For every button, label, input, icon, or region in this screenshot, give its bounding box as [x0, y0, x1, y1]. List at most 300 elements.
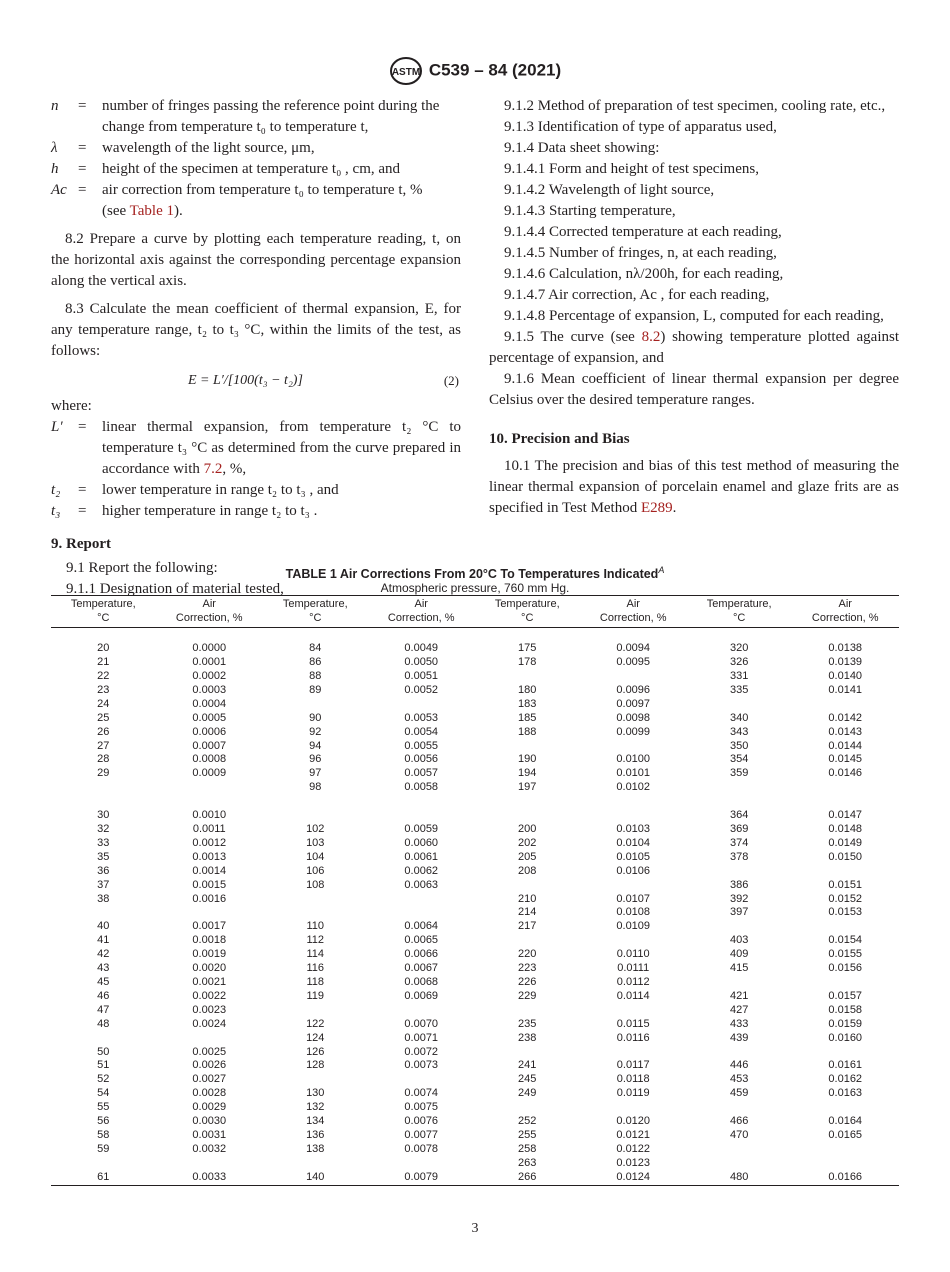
table-cell: 47 [97, 1003, 110, 1016]
table-cell: 56 [97, 1115, 110, 1128]
table-cell: 0.0022 [192, 989, 227, 1002]
table-cell: 0.0120 [616, 1115, 651, 1128]
ref-e289-link[interactable]: E289 [640, 500, 673, 516]
table-cell: 25 [97, 711, 110, 724]
table-cell: 0.0049 [404, 642, 439, 655]
table-cell: 36 [97, 864, 110, 877]
definition-item [51, 159, 461, 180]
table-cell: 61 [97, 1170, 110, 1183]
ref-7-2-link[interactable]: 7.2 [203, 461, 223, 477]
table-cell: 0.0009 [192, 767, 227, 780]
table-cell: 397 [730, 906, 749, 919]
table-cell: 0.0150 [828, 850, 863, 863]
table-cell: 0.0010 [192, 809, 227, 822]
table-cell: 378 [730, 850, 749, 863]
table-cell: 0.0115 [616, 1017, 650, 1030]
table-cell: 320 [730, 642, 749, 655]
table-cell: 0.0164 [828, 1115, 863, 1128]
table-row [51, 1171, 899, 1185]
table-cell: 0.0110 [616, 948, 650, 961]
table-cell [791, 920, 899, 934]
variable-text: lower temperature in range t₂ to t₃ , and [102, 482, 339, 498]
variable-item [51, 417, 461, 480]
table-cell: 140 [306, 1170, 325, 1183]
table-cell [579, 1101, 686, 1115]
table-row [51, 906, 899, 920]
where-label: where: [51, 398, 92, 414]
table-cell [687, 628, 792, 643]
table-cell: 30 [97, 809, 110, 822]
table-cell [263, 1073, 368, 1087]
report-item: 9.1.2 Method of preparation of test specimen, cooling rate, etc., [504, 98, 886, 114]
table-cell: 0.0098 [616, 711, 651, 724]
table-cell [579, 1046, 686, 1060]
equals-sign: = [78, 98, 87, 114]
table-cell: 0.0027 [192, 1073, 227, 1086]
table-row [51, 1046, 899, 1060]
table-cell [475, 628, 580, 643]
table-cell: 0.0139 [828, 656, 863, 669]
table-cell: 0.0003 [192, 683, 227, 696]
table-cell: 0.0032 [192, 1142, 227, 1155]
table-cell: 0.0015 [192, 878, 227, 891]
variable-text: linear thermal expansion, from temperature t₂ °C to temperature t₃ °C as determined from the curve prepared in accordance with 7.2, %, [102, 419, 461, 477]
table-cell: 0.0101 [616, 767, 651, 780]
table-cell: 175 [518, 642, 537, 655]
table-cell: 0.0155 [828, 948, 863, 961]
table-cell: 32 [97, 823, 110, 836]
table-cell [687, 781, 792, 795]
table-row [51, 670, 899, 684]
table-row [51, 990, 899, 1004]
table-cell: 46 [97, 989, 110, 1002]
table-cell [475, 1101, 580, 1115]
table-row [51, 1101, 899, 1115]
table-cell [579, 670, 686, 684]
table-cell: 446 [730, 1059, 749, 1072]
table-cell: 0.0140 [828, 669, 863, 682]
table-row [51, 865, 899, 879]
table-row [51, 642, 899, 656]
table-cell: 0.0026 [192, 1059, 227, 1072]
table-cell [579, 795, 686, 809]
table-cell: 0.0077 [404, 1128, 439, 1141]
definition-text: air correction from temperature t₀ to temperature t, % (see Table 1). [102, 182, 423, 219]
table-cell [368, 1157, 475, 1171]
table-cell [156, 781, 263, 795]
table-cell [791, 781, 899, 795]
table-cell: 0.0104 [616, 836, 651, 849]
table-cell [475, 1046, 580, 1060]
table-cell [687, 1143, 792, 1157]
table-cell: 126 [306, 1045, 325, 1058]
table-cell: 0.0165 [828, 1128, 863, 1141]
table-cell: 0.0067 [404, 962, 439, 975]
variable-symbol: t₃ [51, 503, 61, 519]
equals-sign: = [78, 482, 87, 498]
table-cell: 124 [306, 1031, 325, 1044]
table-cell: 0.0011 [192, 823, 226, 836]
table-cell: 470 [730, 1128, 749, 1141]
table-cell: 0.0111 [617, 962, 650, 975]
table-cell: 0.0122 [616, 1142, 651, 1155]
ref-8-2-link[interactable]: 8.2 [641, 329, 661, 345]
table-cell [368, 809, 475, 823]
equals-sign: = [78, 419, 87, 435]
table-cell: 480 [730, 1170, 749, 1183]
table-cell: 37 [97, 878, 110, 891]
table-row [51, 1032, 899, 1046]
table-cell: 188 [518, 725, 537, 738]
equation [51, 366, 461, 396]
table-cell: 96 [309, 753, 322, 766]
equals-sign: = [78, 182, 87, 198]
table-row [51, 893, 899, 907]
table-cell: 0.0016 [192, 892, 227, 905]
right-column [489, 96, 899, 519]
table-cell: 0.0075 [404, 1101, 439, 1114]
table-cell [687, 1101, 792, 1115]
table-cell: 51 [97, 1059, 110, 1072]
table-cell: 210 [518, 892, 537, 905]
table-cell [791, 698, 899, 712]
table-row [51, 767, 899, 781]
table-cell: 433 [730, 1017, 749, 1030]
table-cell: 0.0071 [404, 1031, 439, 1044]
table-cell [791, 1157, 899, 1171]
table-cell [156, 1157, 263, 1171]
table-row [51, 837, 899, 851]
table-cell: 466 [730, 1115, 749, 1128]
definition-text: height of the specimen at temperature t₀ , cm, and [102, 161, 401, 177]
table-row [51, 712, 899, 726]
table-cell: 0.0156 [828, 962, 863, 975]
table-cell: 55 [97, 1101, 110, 1114]
table-cell: 134 [306, 1115, 325, 1128]
table-cell: 28 [97, 753, 110, 766]
table-cell: 403 [730, 934, 749, 947]
table-cell: 369 [730, 823, 749, 836]
table-cell: 0.0153 [828, 906, 863, 919]
table-cell: 0.0119 [616, 1087, 650, 1100]
table-cell: 0.0162 [828, 1073, 863, 1086]
table-cell: 0.0121 [616, 1128, 651, 1141]
table-cell: 0.0138 [828, 642, 863, 655]
table-cell [51, 628, 156, 643]
table-cell: 0.0062 [404, 864, 439, 877]
table-cell: 130 [306, 1087, 325, 1100]
table-cell: 0.0061 [404, 850, 439, 863]
table-cell: 459 [730, 1087, 749, 1100]
table-cell: 183 [518, 697, 537, 710]
table-cell: 0.0017 [192, 920, 227, 933]
table-cell: 0.0033 [192, 1170, 227, 1183]
table-cell: 208 [518, 864, 537, 877]
table-cell [791, 865, 899, 879]
table-cell [368, 893, 475, 907]
table-cell: 110 [306, 920, 325, 933]
table-cell: 340 [730, 711, 749, 724]
table-cell [156, 628, 263, 643]
column-header: Temperature, °C [51, 596, 156, 628]
table-row [51, 976, 899, 990]
table-cell: 0.0056 [404, 753, 439, 766]
page-number: 3 [471, 1221, 479, 1236]
table-cell: 128 [306, 1059, 325, 1072]
table-cell: 52 [97, 1073, 110, 1086]
definition-text: number of fringes passing the reference point during the change from temperature t₀ to temperature t, [102, 98, 440, 135]
table-cell: 0.0117 [616, 1059, 650, 1072]
table-cell: 0.0054 [404, 725, 439, 738]
table-cell: 0.0007 [192, 739, 227, 752]
report-item: 9.1.4 Data sheet showing: [504, 140, 660, 156]
astm-logo-icon [389, 56, 423, 86]
column-header: Air Correction, % [791, 596, 899, 628]
table-cell: 0.0002 [192, 669, 227, 682]
table-cell: 0.0102 [616, 781, 651, 794]
table-cell: 0.0100 [616, 753, 651, 766]
variable-symbol: L′ [51, 419, 63, 435]
table-cell: 102 [306, 823, 325, 836]
table-cell: 97 [309, 767, 322, 780]
table-cell [263, 893, 368, 907]
table-row [51, 740, 899, 754]
definition-item [51, 96, 461, 138]
table-cell [579, 1004, 686, 1018]
equals-sign: = [78, 140, 87, 156]
table-cell: 0.0052 [404, 683, 439, 696]
table-cell: 92 [309, 725, 322, 738]
table-cell: 89 [309, 683, 322, 696]
table-cell [263, 795, 368, 809]
table-cell: 27 [97, 739, 110, 752]
table-cell: 90 [309, 711, 322, 724]
table-cell: 190 [518, 753, 537, 766]
table-cell: 0.0124 [616, 1170, 651, 1183]
table-cell [579, 809, 686, 823]
table-row [51, 962, 899, 976]
table-cell [579, 628, 686, 643]
table-row [51, 698, 899, 712]
table-cell: 0.0074 [404, 1087, 439, 1100]
table-cell: 0.0000 [192, 642, 227, 655]
table-cell [263, 628, 368, 643]
table-cell: 0.0030 [192, 1115, 227, 1128]
column-header: Air Correction, % [579, 596, 686, 628]
table-cell: 0.0028 [192, 1087, 227, 1100]
table-cell: 427 [730, 1003, 749, 1016]
table-cell [263, 1157, 368, 1171]
table-cell: 0.0116 [616, 1031, 650, 1044]
table-cell: 122 [306, 1017, 325, 1030]
table-cell: 59 [97, 1142, 110, 1155]
column-header: Air Correction, % [368, 596, 475, 628]
table-cell: 0.0105 [616, 850, 651, 863]
table-cell: 138 [306, 1142, 325, 1155]
table-cell: 0.0112 [616, 976, 650, 988]
table-cell: 421 [730, 989, 749, 1002]
table-1-link[interactable]: Table 1 [129, 203, 174, 219]
definition-symbol: Ac [51, 182, 67, 198]
table-cell: 0.0019 [192, 948, 227, 961]
table-cell [475, 934, 580, 948]
table-cell: 359 [730, 767, 749, 780]
table-cell: 223 [518, 962, 537, 975]
table-cell: 453 [730, 1073, 749, 1086]
table-cell [687, 795, 792, 809]
table-cell: 0.0097 [616, 697, 651, 710]
table-cell [368, 698, 475, 712]
table-cell: 0.0154 [828, 934, 863, 947]
table-cell [368, 1073, 475, 1087]
svg-text:ASTM: ASTM [391, 67, 420, 78]
table-cell: 331 [730, 669, 749, 682]
table-cell: 0.0107 [616, 892, 651, 905]
column-header: Air Correction, % [156, 596, 263, 628]
table-cell: 0.0160 [828, 1031, 863, 1044]
table-cell [791, 1046, 899, 1060]
paragraph-8-2: 8.2 Prepare a curve by plotting each temperature reading, t, on the horizontal axis against the corresponding percentage expansion along the vertical axis. [51, 231, 461, 289]
table-cell: 249 [518, 1087, 537, 1100]
table-cell [791, 1101, 899, 1115]
variable-item [51, 501, 461, 522]
table-cell: 48 [97, 1017, 110, 1030]
table-cell: 197 [518, 781, 537, 794]
table-cell: 0.0024 [192, 1017, 227, 1030]
definition-symbol: n [51, 98, 59, 114]
definition-item [51, 180, 461, 222]
table-cell: 439 [730, 1031, 749, 1044]
table-cell: 0.0058 [404, 781, 439, 794]
table-row [51, 879, 899, 893]
table-cell: 94 [309, 739, 322, 752]
table-cell: 415 [730, 962, 749, 975]
table-cell [263, 809, 368, 823]
paragraph-9-1-5: 9.1.5 The curve (see 8.2) showing temperature plotted against percentage of expansion, and [489, 329, 899, 366]
table-cell [51, 1157, 156, 1171]
table-cell [687, 920, 792, 934]
table-row [51, 781, 899, 795]
table-cell: 43 [97, 962, 110, 975]
table-cell: 0.0029 [192, 1101, 227, 1114]
table-cell [156, 906, 263, 920]
table-cell: 0.0142 [828, 711, 863, 724]
table-cell: 0.0108 [616, 906, 651, 919]
table-cell: 116 [306, 962, 325, 975]
table-cell [791, 1143, 899, 1157]
table-row [51, 1129, 899, 1143]
table-cell: 194 [518, 767, 537, 780]
table-cell: 98 [309, 781, 322, 794]
table-row [51, 1004, 899, 1018]
table-cell [475, 740, 580, 754]
table-cell [579, 934, 686, 948]
paragraph-10-1: 10.1 The precision and bias of this test method of measuring the linear thermal expansion of porcelain enamel and glaze frits are as specified in Test Method E289. [489, 458, 899, 516]
table-cell: 266 [518, 1170, 537, 1183]
table-cell: 214 [518, 906, 537, 919]
table-cell: 409 [730, 948, 749, 961]
table-cell: 0.0096 [616, 683, 651, 696]
table-cell: 58 [97, 1128, 110, 1141]
table-caption: TABLE 1 Air Corrections From 20°C To Temperatures Indicated$^A$ [285, 565, 665, 582]
table-cell: 200 [518, 823, 537, 836]
table-row [51, 1059, 899, 1073]
report-item: 9.1.4.4 Corrected temperature at each reading, [504, 224, 782, 240]
table-cell: 0.0161 [828, 1059, 863, 1072]
table-header-row [51, 596, 899, 628]
definitions-list [51, 96, 461, 222]
table-cell: 238 [518, 1031, 537, 1044]
definition-symbol: λ [51, 140, 58, 156]
table-cell: 42 [97, 948, 110, 961]
table-cell: 29 [97, 767, 110, 780]
table-cell: 35 [97, 850, 110, 863]
table-cell [368, 795, 475, 809]
table-cell: 23 [97, 683, 110, 696]
table-cell: 0.0073 [404, 1059, 439, 1072]
table-cell: 180 [518, 683, 537, 696]
table-cell: 104 [306, 850, 325, 863]
document-title: C539 – 84 (2021) [428, 60, 562, 80]
table-cell: 40 [97, 920, 110, 933]
table-cell: 0.0109 [616, 920, 651, 933]
table-row [51, 851, 899, 865]
table-cell: 132 [306, 1101, 325, 1114]
table-cell: 0.0064 [404, 920, 439, 933]
table-cell: 0.0141 [828, 683, 863, 696]
equation-body: E = L′/[100(t₃ − t₂)] [188, 373, 303, 388]
table-row [51, 1087, 899, 1101]
table-row [51, 726, 899, 740]
table-cell [687, 976, 792, 990]
report-item: 9.1.4.1 Form and height of test specimens, [504, 161, 759, 177]
table-cell: 50 [97, 1045, 110, 1058]
table-cell: 252 [518, 1115, 537, 1128]
table-cell [579, 879, 686, 893]
table-cell: 235 [518, 1017, 537, 1030]
table-cell: 0.0051 [404, 669, 439, 682]
table-cell: 0.0158 [828, 1003, 863, 1016]
table-cell: 374 [730, 836, 749, 849]
paragraph-9-1-6: 9.1.6 Mean coefficient of linear thermal expansion per degree Celsius over the desired temperature ranges. [489, 371, 899, 408]
table-cell [791, 628, 899, 643]
table-cell: 185 [518, 711, 537, 724]
table-cell: 0.0057 [404, 767, 439, 780]
table-cell: 0.0072 [404, 1045, 439, 1058]
table-cell: 0.0166 [828, 1170, 863, 1183]
table-row [51, 1073, 899, 1087]
table-cell: 0.0008 [192, 753, 227, 766]
report-item: 9.1.4.7 Air correction, Ac , for each reading, [504, 287, 770, 303]
paragraph-8-3: 8.3 Calculate the mean coefficient of thermal expansion, E, for any temperature range, t₂ to t₃ °C, within the limits of the test, as follows: [51, 301, 461, 359]
table-cell: 0.0094 [616, 642, 651, 655]
page-header [0, 56, 950, 86]
table-cell: 0.0123 [616, 1156, 651, 1169]
table-cell: 0.0006 [192, 725, 227, 738]
table-cell [475, 1004, 580, 1018]
section-9-heading: 9. Report [51, 536, 111, 552]
variable-item [51, 480, 461, 501]
table-cell: 0.0014 [192, 864, 227, 877]
table-cell: 0.0079 [404, 1170, 439, 1183]
table-row [51, 934, 899, 948]
table-cell: 0.0163 [828, 1087, 863, 1100]
table-cell [475, 795, 580, 809]
table-cell: 0.0149 [828, 836, 863, 849]
table-cell: 0.0157 [828, 989, 863, 1002]
table-cell: 0.0114 [616, 989, 650, 1002]
table-cell: 0.0151 [828, 878, 863, 891]
